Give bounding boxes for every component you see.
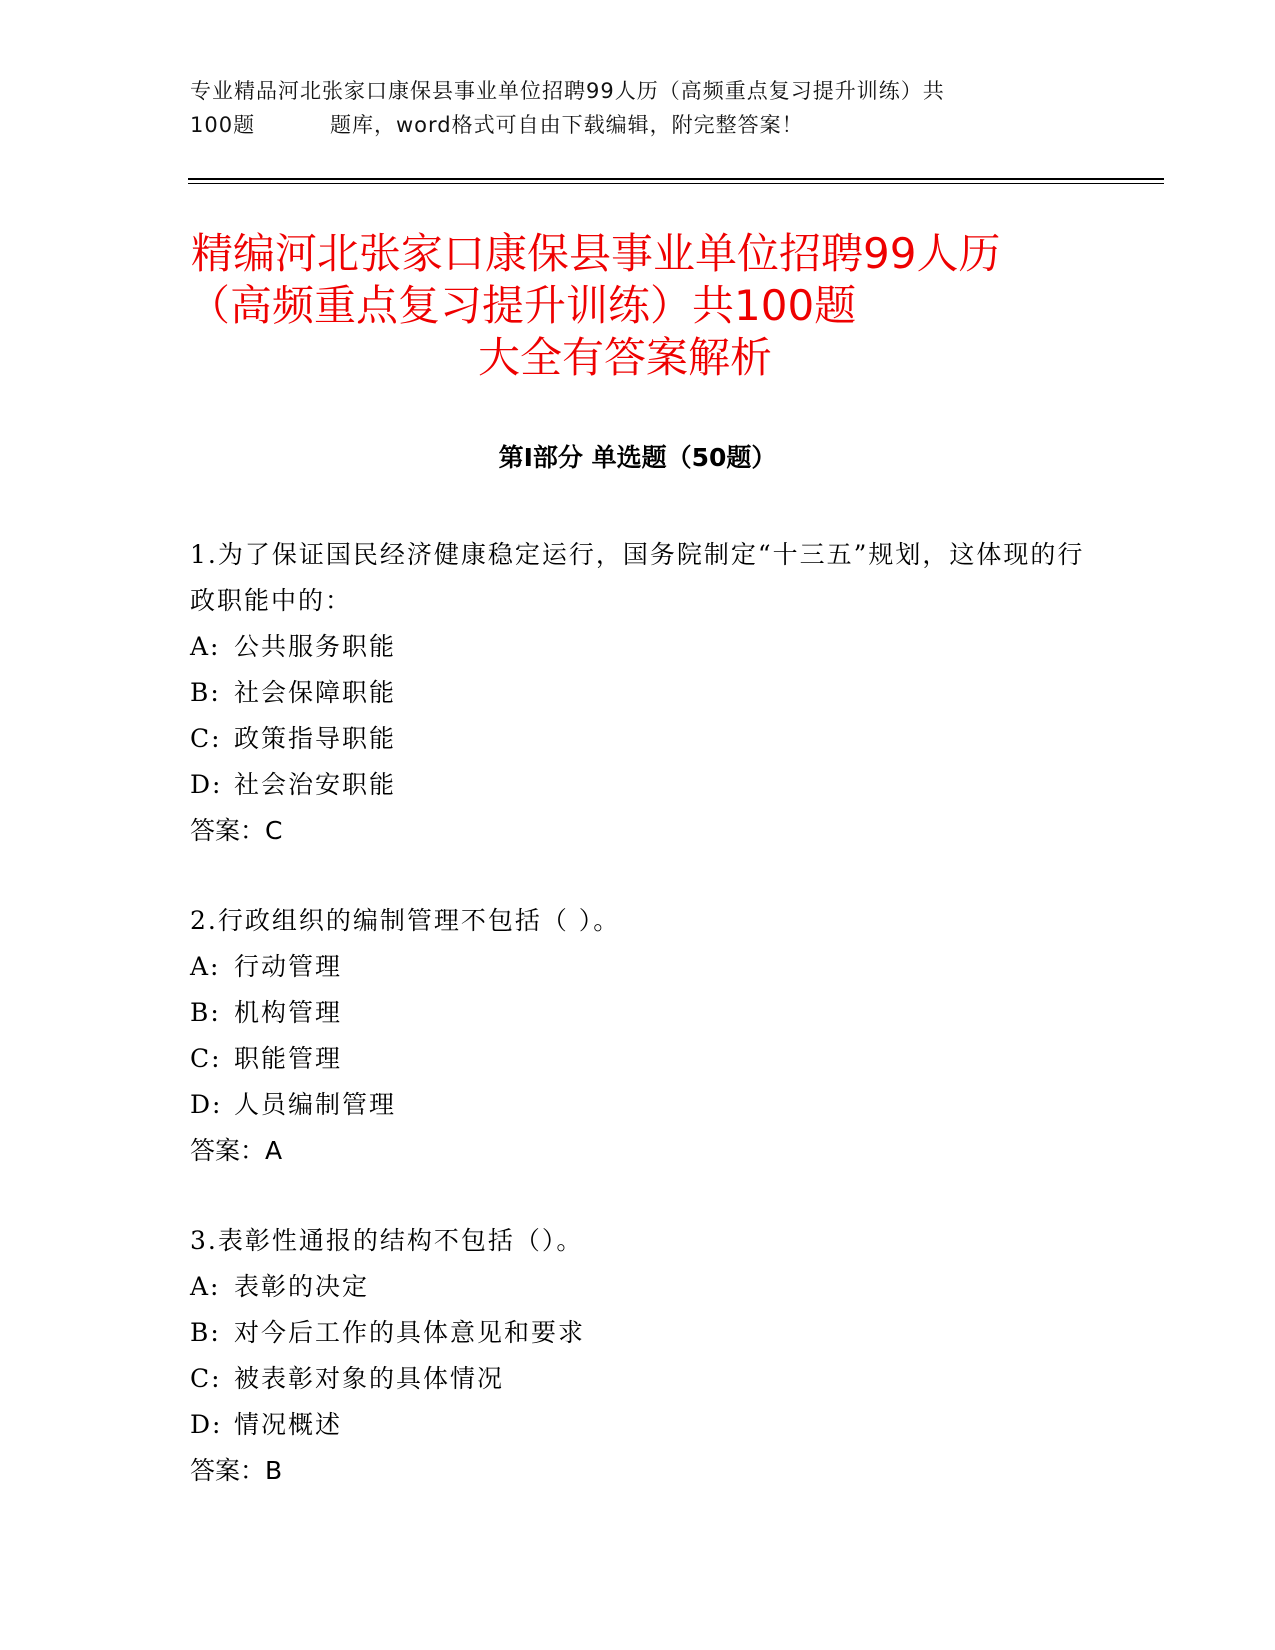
option-b: [190, 990, 1090, 1036]
option-key: D:: [190, 1410, 223, 1439]
header-line-2: [190, 108, 1070, 142]
option-b: [190, 1310, 1090, 1356]
header-divider-thick: [188, 178, 1164, 180]
option-key: B:: [190, 998, 221, 1027]
option-d: [190, 1402, 1090, 1448]
option-text: 对今后工作的具体意见和要求: [234, 1318, 586, 1347]
option-key: C:: [190, 724, 222, 753]
option-key: A:: [190, 1272, 221, 1301]
document-title: [188, 228, 1088, 384]
question-stem: 2.行政组织的编制管理不包括（ ）。: [190, 906, 621, 935]
option-text: 政策指导职能: [234, 724, 397, 753]
header-question-count: 100题: [190, 113, 256, 137]
option-text: 被表彰对象的具体情况: [234, 1364, 505, 1393]
question-answer: 答案：B: [190, 1456, 283, 1485]
option-text: 公共服务职能: [234, 632, 397, 661]
title-line-2: （高频重点复习提升训练）共100题: [188, 281, 857, 330]
option-d: [190, 1082, 1090, 1128]
question-list: [190, 532, 1090, 1538]
title-line-1: 精编河北张家口康保县事业单位招聘99人历: [191, 229, 1001, 278]
option-key: C:: [190, 1044, 222, 1073]
page-header: [190, 74, 1070, 142]
option-key: A:: [190, 952, 221, 981]
option-c: [190, 1356, 1090, 1402]
option-text: 机构管理: [234, 998, 343, 1027]
option-key: B:: [190, 678, 221, 707]
option-d: [190, 762, 1090, 808]
question-answer: 答案：C: [190, 816, 283, 845]
section-title: 第Ⅰ部分 单选题（50题）: [498, 443, 777, 472]
question-item: [190, 532, 1090, 854]
question-stem: 1.为了保证国民经济健康稳定运行，国务院制定“十三五”规划，这体现的行政职能中的：: [190, 540, 1085, 615]
option-text: 人员编制管理: [234, 1090, 397, 1119]
question-item: [190, 898, 1090, 1174]
option-key: D:: [190, 770, 223, 799]
option-text: 职能管理: [234, 1044, 343, 1073]
option-key: D:: [190, 1090, 223, 1119]
header-divider-thin: [188, 183, 1164, 184]
option-a: [190, 624, 1090, 670]
option-text: 表彰的决定: [234, 1272, 370, 1301]
option-b: [190, 670, 1090, 716]
option-text: 行动管理: [234, 952, 343, 981]
option-c: [190, 1036, 1090, 1082]
question-stem: 3.表彰性通报的结构不包括（）。: [190, 1226, 584, 1255]
question-item: [190, 1218, 1090, 1494]
header-description: 题库，word格式可自由下载编辑，附完整答案！: [330, 113, 804, 137]
question-answer: 答案：A: [190, 1136, 283, 1165]
option-a: [190, 944, 1090, 990]
title-line-3: 大全有答案解析: [478, 333, 773, 382]
option-key: A:: [190, 632, 221, 661]
option-c: [190, 716, 1090, 762]
option-key: B:: [190, 1318, 221, 1347]
option-text: 情况概述: [234, 1410, 343, 1439]
option-text: 社会保障职能: [234, 678, 397, 707]
option-a: [190, 1264, 1090, 1310]
header-line-1: 专业精品河北张家口康保县事业单位招聘99人历（高频重点复习提升训练）共: [190, 79, 945, 103]
option-text: 社会治安职能: [234, 770, 397, 799]
option-key: C:: [190, 1364, 222, 1393]
